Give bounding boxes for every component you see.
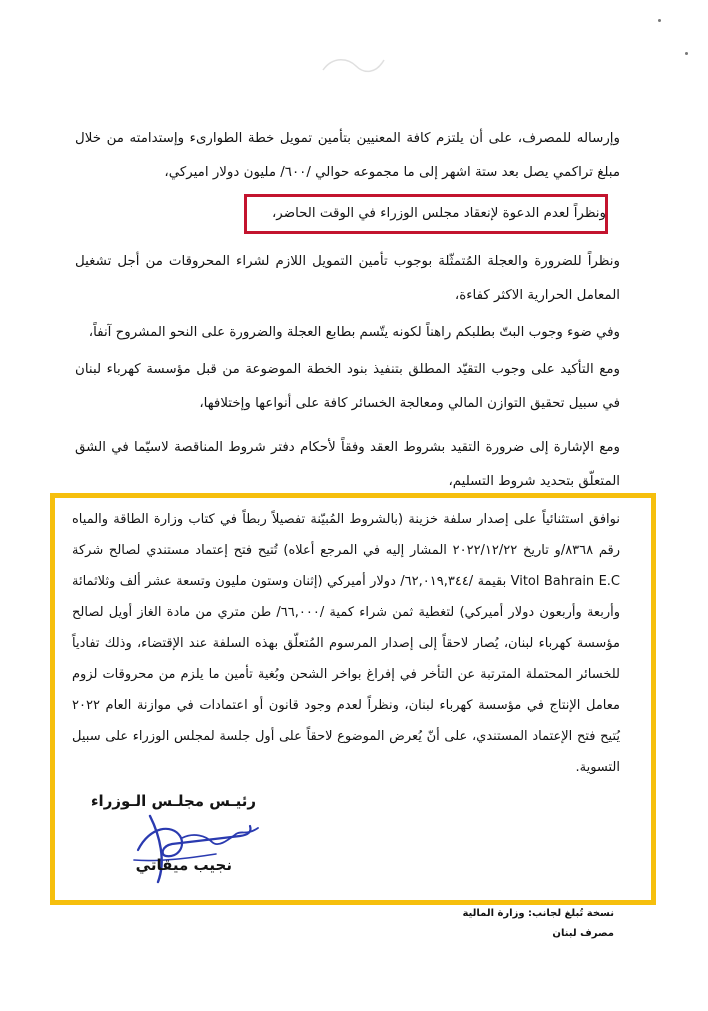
paragraph-urgency: ونظراً للضرورة والعجلة المُتمثّلة بوجوب تأمين التمويل اللازم لشراء المحروقات من أجل تشغيل المعامل الحرارية الاكثر كفاءة، bbox=[75, 254, 620, 303]
signatory-name: نجيب ميقاتي bbox=[135, 856, 232, 874]
faint-stamp-mark bbox=[318, 52, 388, 78]
signatory-title: رئيـس مجلـس الـوزراء bbox=[90, 792, 256, 810]
scan-speck bbox=[685, 52, 688, 55]
paragraph-contract-terms: ومع الإشارة إلى ضرورة التقيد بشروط العقد وفقاً لأحكام دفتر شروط المناقصة لاسيّما في الشق المتعلّق بتحديد شروط التسليم، bbox=[75, 440, 620, 489]
copies-heading: نسخة تُبلغ لجانب: وزارة المالية bbox=[462, 908, 614, 919]
paragraph-plan-compliance: ومع التأكيد على وجوب التقيّد المطلق بتنفيذ بنود الخطة الموضوعة من قبل مؤسسة كهرباء لبنان في سبيل تحقيق التوازن المالي ومعالجة الخسائر كافة على أنواعها وإختلافها، bbox=[75, 362, 620, 411]
paragraph-decision-need: وفي ضوء وجوب البتّ بطلبكم راهناً لكونه يتّسم بطابع العجلة والضرورة على النحو المشروح آنفاً، bbox=[88, 325, 620, 340]
decision-paragraph: نوافق استثنائياً على إصدار سلفة خزينة (بالشروط المُبيّنة تفصيلاً ربطاً في كتاب وزارة الطاقة والمياه رقم ٨٣٦٨/و تاريخ ٢٠٢٢/١٢/٢٢ المشار إليه في المرجع أعلاه) تُتيح فتح إعتماد مستندي لصالح شركة Vitol Bahrain E.C بقيمة /٦٢,٠١٩,٣٤٤/ دولار أميركي (إثنان وستون مليون وتسعة عشر ألف وثلاثمائة وأربعة وأربعون دولار أميركي) لتغطية ثمن شراء كمية /٦٦,٠٠٠/ طن متري من مادة الغاز أويل لصالح مؤسسة كهرباء لبنان، يُصار لاحقاً إلى إصدار المرسوم المُتعلّق بهذه السلفة عند الإقتضاء، وذلك تفادياً للخسائر المحتملة المترتبة عن التأخر في إفراغ بواخر الشحن وبُغية تأمين ما يلزم من محروقات لزوم معامل الإنتاج في مؤسسة كهرباء لبنان، ونظراً لعدم وجود قانون أو اعتمادات في موازنة العام ٢٠٢٢ يُتيح فتح الإعتماد المستندي، على أنّ يُعرض الموضوع لاحقاً على أول جلسة لمجلس الوزراء على سبيل التسوية. bbox=[72, 512, 620, 775]
scan-speck bbox=[658, 19, 661, 22]
highlighted-line: ونظراً لعدم الدعوة لإنعقاد مجلس الوزراء في الوقت الحاضر، bbox=[271, 206, 606, 221]
copies-item: مصرف لبنان bbox=[552, 928, 614, 939]
paragraph-funding: وإرساله للمصرف، على أن يلتزم كافة المعنيين بتأمين تمويل خطة الطوارىء وإستدامته من خلال مبلغ تراكمي يصل بعد ستة اشهر إلى ما مجموعه حوالي /٦٠٠/ مليون دولار اميركي، bbox=[75, 131, 620, 180]
